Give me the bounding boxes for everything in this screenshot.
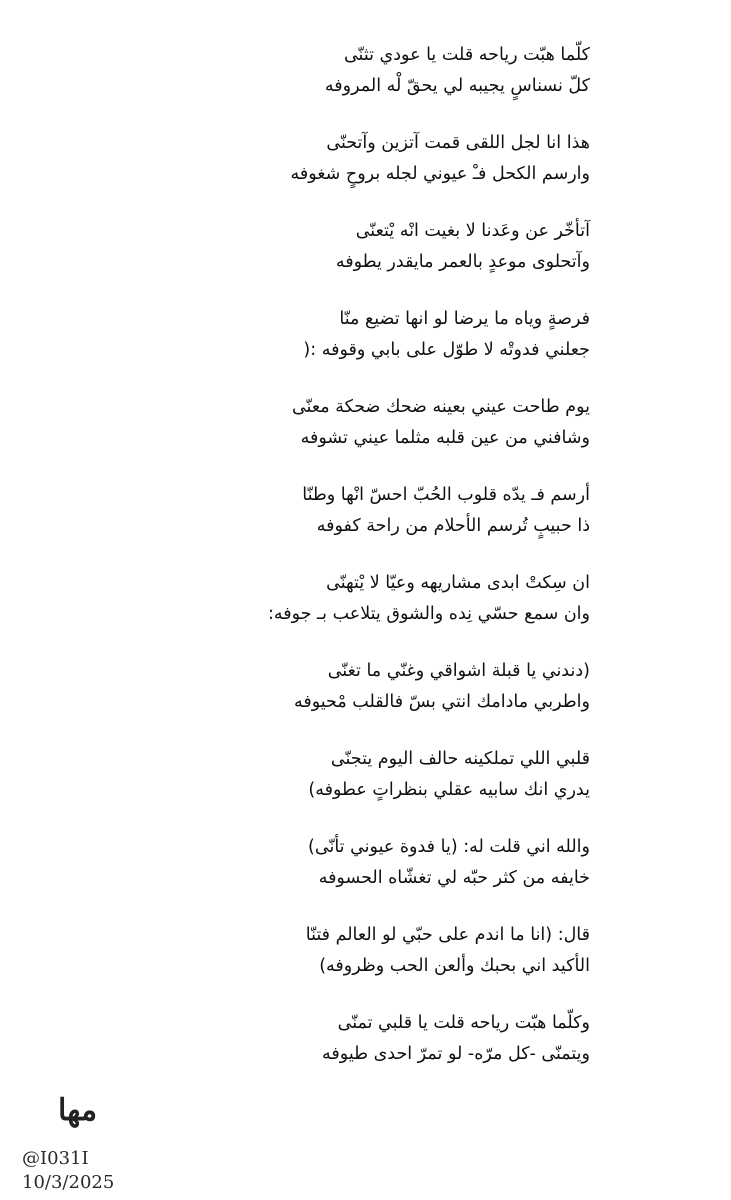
verse-line: ويتمنّى -كل مرّه- لو تمرّ احدى طيوفه [322, 1044, 590, 1064]
stanza-11 [150, 920, 590, 982]
author-signature: مها [58, 1093, 98, 1128]
verse-line: واطربي مادامك انتي بسّ فالقلب مْحيوفه [293, 692, 590, 712]
verse-line: كلّ نسناسٍ يجيبه لي يحقّ لْه المروفه [324, 76, 590, 96]
poem-date: 10/3/2025 [22, 1172, 115, 1193]
verse-line: والله اني قلت له: (يا فدوة عيوني تأنّى) [308, 837, 590, 857]
stanza-4 [150, 304, 590, 366]
author-handle: @I031I [22, 1148, 89, 1169]
verse-line: أرسم فـ يدّه قلوب الحُبّ احسّ انْها وطنّا [302, 485, 590, 505]
verse-line: الأكيد اني بحبك وألعن الحب وظروفه) [319, 956, 590, 976]
verse-line: وشافني من عين قلبه مثلما عيني تشوفه [300, 428, 590, 448]
stanza-2 [150, 128, 590, 190]
verse-line: خايفه من كثر حبّه لي تغشّاه الحسوفه [318, 868, 590, 888]
verse-line: وآتحلوى موعدٍ بالعمر مايقدر يطوفه [335, 252, 590, 272]
verse-line: ذا حبيبٍ تُرسم الأحلام من راحة كفوفه [316, 516, 590, 536]
verse-line: وان سمع حسّي نِده والشوق يتلاعب بـ جوفه: [267, 604, 590, 624]
poem [150, 40, 590, 1096]
verse-line: يوم طاحت عيني بعينه ضحك ضحكة معنّى [291, 397, 590, 417]
verse-line: يدري انك سابيه عقلي بنظراتٍ عطوفه) [308, 780, 590, 800]
stanza-9 [150, 744, 590, 806]
verse-line: وارسم الكحل فـْ عيوني لجله بروحٍ شغوفه [290, 164, 590, 184]
verse-line: جعلني فدوتْه لا طوّل على بابي وقوفه :( [303, 340, 590, 360]
stanza-1 [150, 40, 590, 102]
verse-line: هذا انا لجل اللقى قمت آتزين وآتحنّى [326, 133, 590, 153]
verse-line: فرصةٍ وياه ما يرضا لو انها تضيع منّا [339, 309, 590, 329]
verse-line: آتأخّر عن وعَدنا لا بغيت انْه يْتعنّى [355, 221, 590, 241]
verse-line: ان سِكتْ ابدى مشاريهه وعيّا لا يْتهنّى [326, 573, 590, 593]
verse-line: (دندني يا قبلة اشواقي وغنّي ما تغنّى [327, 661, 590, 681]
stanza-5 [150, 392, 590, 454]
stanza-10 [150, 832, 590, 894]
verse-line: وكلّما هبّت رياحه قلت يا قلبي تمنّى [337, 1013, 590, 1033]
stanza-8 [150, 656, 590, 718]
stanza-12 [150, 1008, 590, 1070]
stanza-6 [150, 480, 590, 542]
stanza-7 [150, 568, 590, 630]
stanza-3 [150, 216, 590, 278]
verse-line: كلّما هبّت رياحه قلت يا عودي تثنّى [343, 45, 590, 65]
verse-line: قال: (انا ما اندم على حبّي لو العالم فتنّا [305, 925, 590, 945]
verse-line: قلبي اللي تملكينه حالف اليوم يتجنّى [330, 749, 590, 769]
